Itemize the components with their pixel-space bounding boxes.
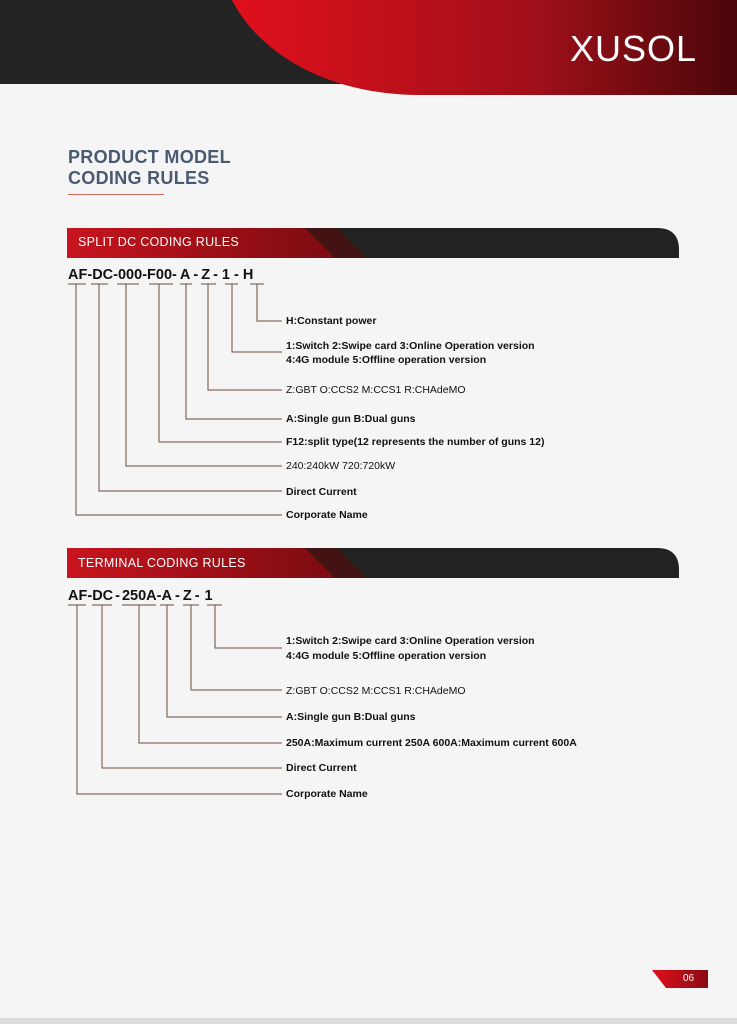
code-dash: - <box>172 267 177 283</box>
label-connector-type: Z:GBT O:CCS2 M:CCS1 R:CHAdeMO <box>286 384 466 396</box>
page-title-line1: PRODUCT MODEL <box>68 147 231 167</box>
label-operation-1: 1:Switch 2:Swipe card 3:Online Operation version <box>286 340 535 352</box>
code-seg: DC <box>92 267 114 283</box>
code-dash: - <box>213 267 218 283</box>
label-operation-1: 1:Switch 2:Swipe card 3:Online Operation version <box>286 635 535 647</box>
label-gun-count: A:Single gun B:Dual guns <box>286 413 416 425</box>
code-seg: H <box>242 267 254 283</box>
code-seg: AF <box>68 588 88 604</box>
code-seg: A <box>161 588 172 604</box>
brand-logo: XUSOL <box>569 28 697 69</box>
code-seg: 250A <box>121 588 157 604</box>
code-dash: - <box>174 588 180 604</box>
section1-heading: SPLIT DC CODING RULES <box>78 235 239 249</box>
bottom-bar <box>0 1018 737 1024</box>
code-dash: - <box>115 588 120 604</box>
code-dash: - <box>87 588 93 604</box>
page-number-tab <box>652 970 708 988</box>
label-direct-current: Direct Current <box>286 762 357 774</box>
code-seg: 1 <box>204 588 213 604</box>
label-max-current: 250A:Maximum current 250A 600A:Maximum current 600A <box>286 737 577 749</box>
code-dash: - <box>113 267 118 283</box>
code-seg: A <box>179 267 191 283</box>
code-seg: DC <box>92 588 114 604</box>
code-dash: - <box>87 267 93 283</box>
code-dash: - <box>194 588 200 604</box>
label-power: 240:240kW 720:720kW <box>286 460 396 472</box>
label-corporate-name: Corporate Name <box>286 509 368 521</box>
code-dash: - <box>156 588 162 604</box>
code-dash: - <box>233 267 239 283</box>
page-number: 06 <box>683 973 695 984</box>
code-seg: AF <box>68 267 88 283</box>
code-seg: 1 <box>221 267 230 283</box>
label-split-type: F12:split type(12 represents the number of guns 12) <box>286 436 545 448</box>
label-constant-power: H:Constant power <box>286 315 377 327</box>
label-connector-type: Z:GBT O:CCS2 M:CCS1 R:CHAdeMO <box>286 685 466 697</box>
code-seg: 000 <box>117 267 143 283</box>
code-seg: Z <box>201 267 211 283</box>
section2-heading: TERMINAL CODING RULES <box>78 556 246 570</box>
section2-code <box>68 588 213 604</box>
label-operation-2: 4:4G module 5:Offline operation version <box>286 650 487 662</box>
label-operation-2: 4:4G module 5:Offline operation version <box>286 354 487 366</box>
label-direct-current: Direct Current <box>286 486 357 498</box>
page-title-line2: CODING RULES <box>68 168 210 188</box>
code-seg: F00 <box>147 267 173 283</box>
code-seg: Z <box>182 588 192 604</box>
code-dash: - <box>142 267 148 283</box>
label-corporate-name: Corporate Name <box>286 788 368 800</box>
code-dash: - <box>193 267 199 283</box>
label-gun-count: A:Single gun B:Dual guns <box>286 711 416 723</box>
